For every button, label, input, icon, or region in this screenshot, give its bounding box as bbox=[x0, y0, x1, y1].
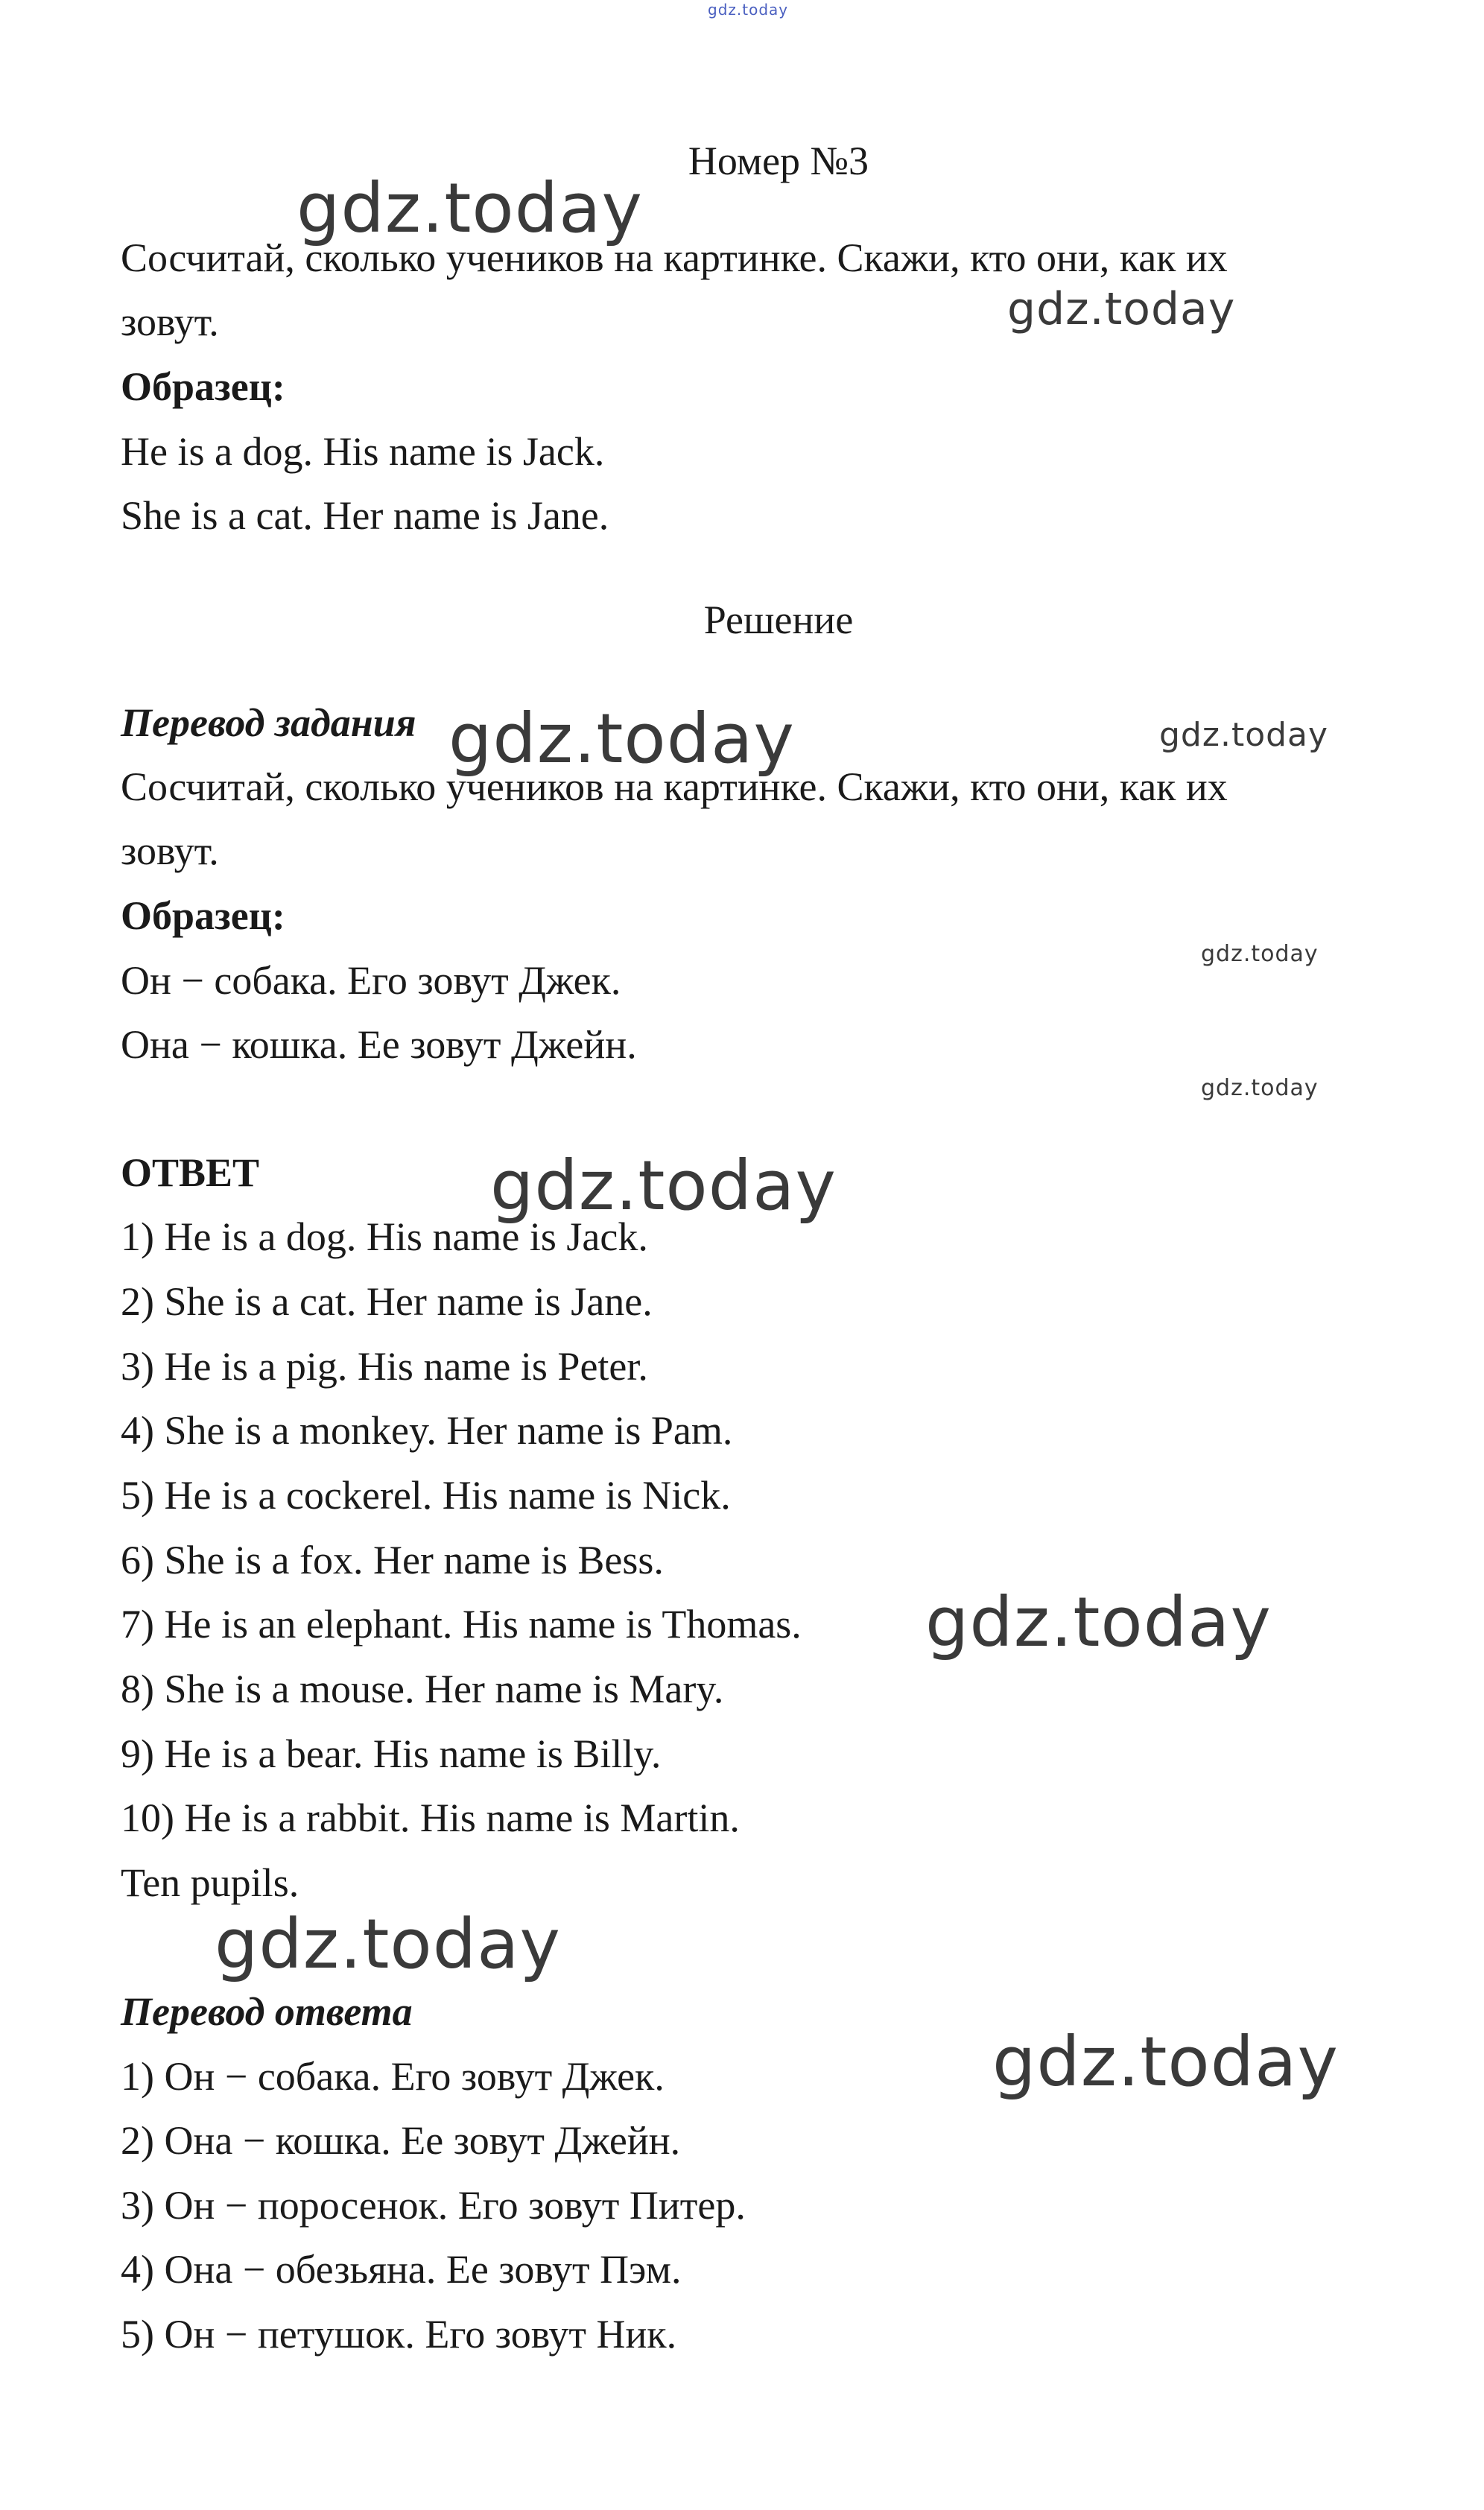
translation-heading: Перевод задания bbox=[121, 700, 416, 745]
answer-line: 3) He is a pig. His name is Peter. bbox=[121, 1344, 648, 1389]
task-sample-label: Образец: bbox=[121, 364, 285, 409]
watermark: gdz.today bbox=[215, 1904, 561, 1984]
task-sample-line: She is a cat. Her name is Jane. bbox=[121, 493, 609, 538]
watermark: gdz.today bbox=[297, 168, 643, 248]
answer-translation-line: 1) Он − собака. Его зовут Джек. bbox=[121, 2054, 665, 2099]
answer-heading: ОТВЕТ bbox=[121, 1150, 260, 1195]
task-text-line: зовут. bbox=[121, 300, 219, 344]
solution-heading: Решение bbox=[703, 598, 854, 642]
watermark: gdz.today bbox=[490, 1146, 837, 1226]
task-sample-line: He is a dog. His name is Jack. bbox=[121, 429, 605, 474]
answer-line: 6) She is a fox. Her name is Bess. bbox=[121, 1538, 664, 1582]
watermark: gdz.today bbox=[1201, 941, 1319, 967]
answer-translation-line: 2) Она − кошка. Ее зовут Джейн. bbox=[121, 2118, 681, 2163]
watermark: gdz.today bbox=[1007, 283, 1236, 335]
answer-line: 7) He is an elephant. His name is Thomas. bbox=[121, 1602, 802, 1647]
translation-sample-line: Он − собака. Его зовут Джек. bbox=[121, 958, 621, 1003]
answer-line: 8) She is a mouse. Her name is Mary. bbox=[121, 1667, 724, 1711]
task-number-title: Номер №3 bbox=[688, 139, 869, 183]
watermark-top: gdz.today bbox=[708, 1, 789, 19]
translation-sample-label: Образец: bbox=[121, 893, 285, 938]
translation-sample-line: Она − кошка. Ее зовут Джейн. bbox=[121, 1022, 637, 1067]
watermark: gdz.today bbox=[448, 699, 795, 779]
watermark: gdz.today bbox=[992, 2022, 1339, 2102]
answer-line: 9) He is a bear. His name is Billy. bbox=[121, 1731, 662, 1776]
answer-line: 2) She is a cat. Her name is Jane. bbox=[121, 1279, 653, 1324]
answer-line: 10) He is a rabbit. His name is Martin. bbox=[121, 1796, 740, 1840]
answer-translation-line: 3) Он − поросенок. Его зовут Питер. bbox=[121, 2183, 746, 2228]
translation-text-line: зовут. bbox=[121, 828, 219, 873]
answer-translation-line: 4) Она − обезьяна. Ее зовут Пэм. bbox=[121, 2247, 682, 2292]
task-text-line: Сосчитай, сколько учеников на картинке. Скажи, кто они, как их bbox=[121, 235, 1228, 280]
translation-text-line: Сосчитай, сколько учеников на картинке. Скажи, кто они, как их bbox=[121, 764, 1228, 809]
answer-line: 4) She is a monkey. Her name is Pam. bbox=[121, 1408, 733, 1453]
answer-line: 1) He is a dog. His name is Jack. bbox=[121, 1214, 648, 1259]
watermark: gdz.today bbox=[1201, 1075, 1319, 1101]
answer-translation-heading: Перевод ответа bbox=[121, 1989, 413, 2034]
answer-translation-line: 5) Он − петушок. Его зовут Ник. bbox=[121, 2312, 677, 2357]
answer-line: 5) He is a cockerel. His name is Nick. bbox=[121, 1473, 731, 1518]
watermark: gdz.today bbox=[1159, 716, 1329, 754]
watermark: gdz.today bbox=[925, 1582, 1272, 1662]
answer-total: Ten pupils. bbox=[121, 1860, 299, 1905]
